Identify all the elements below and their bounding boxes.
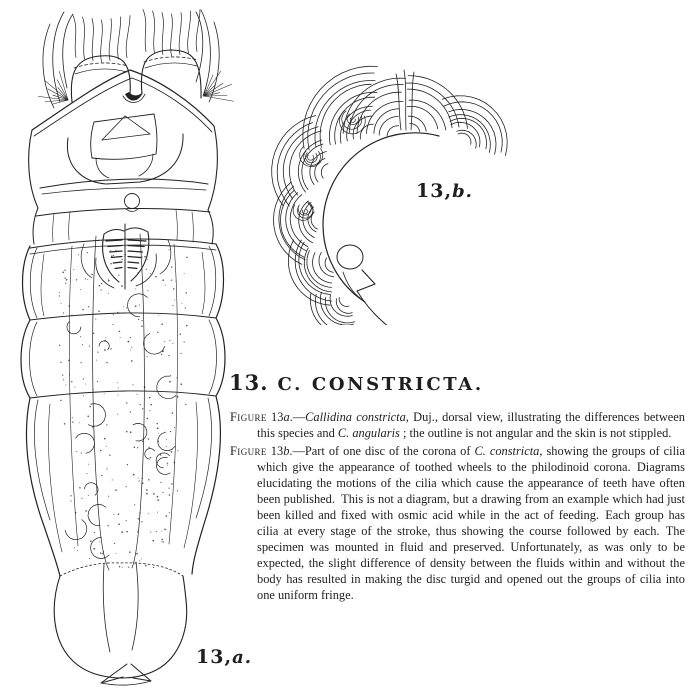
figure-13a-label-number: 13, — [196, 646, 233, 668]
caption-paragraph-13b: Figure 13b.—Part of one disc of the corona of C. constricta, showing the groups of cilia which give the appearance of toothed wheels to the philodinoid corona. Diagrams elucidating the motions of the cilia which cause the appearance of teeth have often been published. This is not a diagram, but a drawing from an example which had just been killed and fixed with osmic acid while in the act of feeding. Each group has cilia at every stage of the stroke, thus showing the course followed by each. The specimen was mounted in fluid and preserved. Unfortunately, as was only to be expected, the slight difference of density between the fluids within and without the body has resulted in making the disc turgid and opened out the groups of cilia into one uniform fringe. — [230, 444, 685, 602]
figure-heading-title: C. CONSTRICTA. — [277, 374, 484, 395]
figure-13a-label-letter: a. — [232, 647, 252, 668]
figure-13b-label — [416, 180, 473, 202]
caption-paragraph-13a: Figure 13a.—Callidina constricta, Duj., dorsal view, illustrating the differences between this species and C. angularis ; the outline is not angular and the skin is not stippled. — [230, 410, 685, 440]
figure-13a-label — [196, 646, 252, 668]
figure-13b-label-letter: b. — [452, 181, 473, 202]
figure-13b-label-number: 13, — [416, 180, 453, 202]
figure-heading — [229, 370, 484, 395]
figure-heading-number: 13. — [229, 370, 269, 395]
figure-13a-drawing — [6, 4, 240, 696]
figure-captions — [230, 409, 685, 605]
